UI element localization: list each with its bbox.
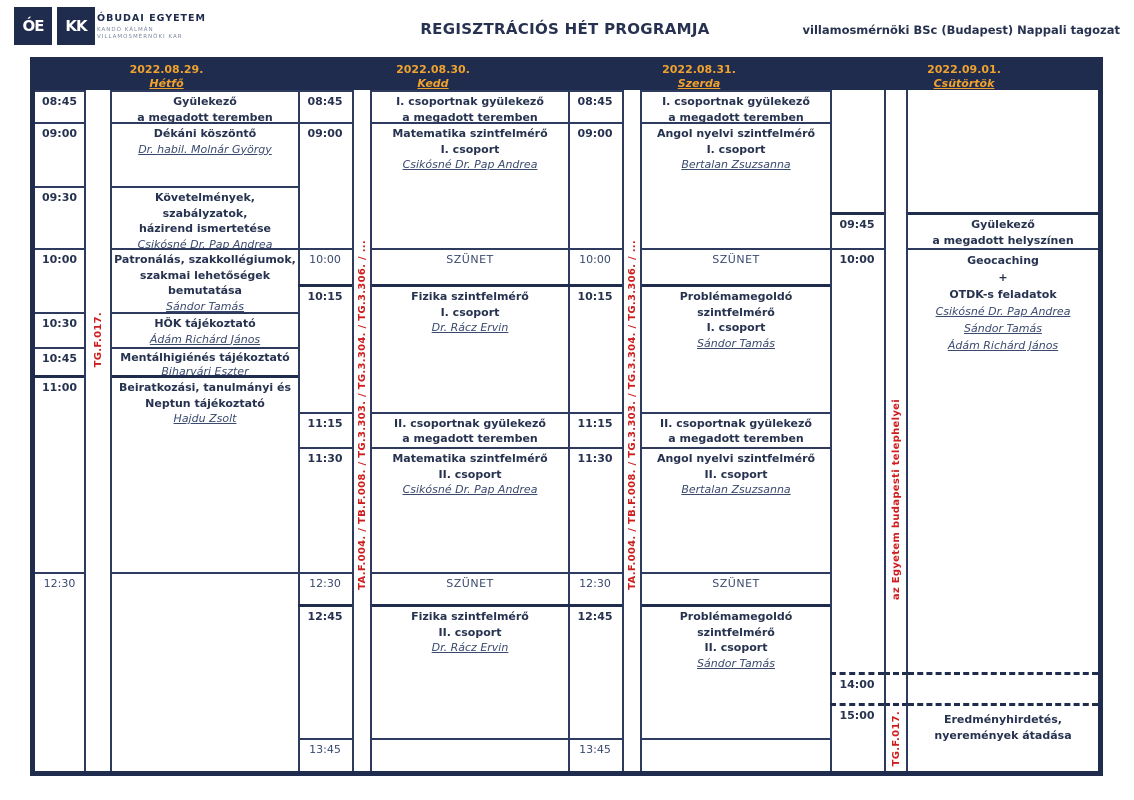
time-cell: 13:45	[568, 738, 622, 771]
event-cell	[372, 122, 568, 248]
room-code-wrap	[624, 240, 640, 590]
event-cell	[908, 212, 1098, 248]
faculty-name-line1: KANDÓ KÁLMÁN	[97, 27, 154, 33]
break-cell	[372, 572, 568, 604]
date-label: 2022.08.29.	[129, 63, 204, 76]
event-cell	[112, 312, 298, 347]
time-cell: 09:00	[568, 122, 622, 248]
room-code-wrap	[886, 340, 906, 660]
university-name: ÓBUDAI EGYETEM	[97, 13, 206, 24]
date-label: 2022.08.30.	[396, 63, 470, 76]
time-cell: 10:00	[830, 248, 884, 672]
presenter-name: Csikósné Dr. Pap Andrea	[935, 305, 1071, 318]
event-title-line: OTDK-s feladatok	[949, 288, 1057, 301]
room-code-vertical: az Egyetem budapesti telephelyei	[890, 399, 902, 601]
event-title-line: +	[998, 271, 1008, 284]
event-title-line: Angol nyelvi szintfelmérő	[656, 127, 816, 140]
event-title-line: Neptun tájékoztató	[145, 396, 265, 410]
event-title-line: Követelmények, szabályzatok,	[155, 191, 255, 220]
time-cell: 10:30	[35, 312, 84, 347]
event-cell	[642, 447, 830, 572]
event-title-line: I. csoport	[440, 142, 500, 156]
date-label: 2022.09.01.	[927, 63, 1001, 76]
time-cell: 10:00	[568, 248, 622, 284]
event-cell	[112, 186, 298, 251]
break-cell	[642, 248, 830, 284]
presenter-name: Sándor Tamás	[697, 336, 775, 350]
event-cell	[642, 412, 830, 447]
time-cell: 11:15	[568, 412, 622, 447]
time-cell: 09:00	[298, 122, 352, 248]
time-cell: 08:45	[298, 90, 352, 122]
event-title-line: Matematika szintfelmérő	[392, 127, 548, 140]
presenter-name: Bertalan Zsuzsanna	[681, 158, 791, 171]
room-code-vertical: TA.F.004. / TB.F.008. / TG.3.303. / TG.3.304. / TG.3.306. / ...	[626, 240, 638, 590]
event-cell-empty	[908, 672, 1098, 703]
time-cell: 08:45	[35, 90, 84, 122]
page-title: REGISZTRÁCIÓS HÉT PROGRAMJA	[420, 20, 710, 38]
room-code-wrap	[354, 240, 370, 590]
event-cell	[112, 347, 298, 378]
time-cell: 12:45	[298, 604, 352, 738]
event-title-line: nyeremények átadása	[934, 728, 1072, 742]
day-name: Hétfő	[149, 76, 184, 90]
event-title-line: Fizika szintfelmérő	[411, 290, 529, 303]
time-cell: 12:30	[35, 572, 84, 771]
event-title-line: I. csoport	[706, 142, 766, 156]
event-title-line: a megadott teremben	[668, 110, 804, 124]
presenter-name: Sándor Tamás	[166, 299, 244, 313]
presenter-name: Sándor Tamás	[697, 656, 775, 670]
break-label: SZÜNET	[712, 253, 760, 266]
event-title-line: Patronálás, szakkollégiumok,	[114, 253, 296, 266]
faculty-logo-kk: KK	[57, 7, 95, 45]
event-title-line: a megadott teremben	[137, 110, 273, 124]
event-cell	[112, 90, 298, 122]
time-cell: 09:00	[35, 122, 84, 186]
break-label: SZÜNET	[712, 577, 760, 590]
presenter-name: Csikósné Dr. Pap Andrea	[137, 237, 273, 251]
event-title-line: II. csoport	[438, 467, 502, 481]
event-title-line: I. csoportnak gyülekező	[662, 95, 810, 108]
event-cell	[112, 248, 298, 312]
room-code-wrap	[86, 250, 110, 430]
time-cell: 14:00	[830, 672, 884, 703]
presenter-name: Ádám Richárd János	[947, 339, 1059, 352]
event-cell	[372, 90, 568, 122]
event-title-line: II. csoport	[704, 467, 768, 481]
room-code-vertical: TG.F.017.	[890, 711, 902, 767]
event-cell	[908, 703, 1098, 771]
time-cell: 12:30	[568, 572, 622, 604]
event-title-line: Fizika szintfelmérő	[411, 610, 529, 623]
event-cell-empty	[112, 572, 298, 771]
day-name: Csütörtök	[933, 76, 995, 90]
presenter-name: Csikósné Dr. Pap Andrea	[402, 483, 538, 496]
room-strip-tuesday	[352, 90, 372, 771]
time-cell: 12:45	[568, 604, 622, 738]
break-cell	[642, 572, 830, 604]
event-title-line: II. csoport	[438, 625, 502, 639]
date-header-tuesday	[298, 62, 568, 90]
date-header-wednesday	[568, 62, 830, 90]
event-title-line: Eredményhirdetés,	[943, 713, 1062, 726]
event-cell	[112, 122, 298, 186]
presenter-name: Ádám Richárd János	[149, 332, 261, 346]
event-title-line: a megadott teremben	[402, 110, 538, 124]
event-title-line: Dékáni köszöntő	[153, 127, 257, 140]
time-cell: 09:30	[35, 186, 84, 248]
event-cell	[112, 375, 298, 572]
event-title-line: II. csoportnak gyülekező	[394, 417, 546, 430]
event-cell	[642, 90, 830, 122]
time-cell: 11:30	[298, 447, 352, 572]
time-cell: 10:00	[35, 248, 84, 312]
presenter-name: Hajdu Zsolt	[173, 412, 237, 425]
event-title-line: I. csoport	[706, 321, 766, 334]
time-cell: 10:00	[298, 248, 352, 284]
time-cell: 15:00	[830, 703, 884, 771]
date-header-monday	[35, 62, 298, 90]
event-title-line: a megadott teremben	[402, 432, 538, 445]
event-cell-empty	[372, 738, 568, 771]
time-cell: 11:15	[298, 412, 352, 447]
break-label: SZÜNET	[446, 577, 494, 590]
presenter-name: Dr. habil. Molnár György	[138, 142, 272, 156]
event-title-line: II. csoport	[704, 641, 768, 654]
presenter-name: Dr. Rácz Ervin	[431, 641, 509, 654]
event-cell	[642, 284, 830, 412]
event-title-line: a megadott helyszínen	[932, 233, 1074, 247]
time-cell: 09:45	[830, 212, 884, 248]
time-cell: 13:45	[298, 738, 352, 771]
university-logo-oe: ÓE	[14, 7, 52, 45]
room-code-wrap	[886, 706, 906, 772]
event-cell	[372, 604, 568, 738]
event-title-line: Problémamegoldó szintfelmérő	[679, 290, 793, 319]
event-title-line: Matematika szintfelmérő	[392, 452, 548, 465]
event-cell-empty	[642, 738, 830, 771]
event-cell	[372, 412, 568, 447]
presenter-name: Csikósné Dr. Pap Andrea	[402, 158, 538, 171]
time-cell: 12:30	[298, 572, 352, 604]
event-title-line: Mentálhigiénés tájékoztató	[120, 351, 290, 364]
presenter-name: Dr. Rácz Ervin	[431, 321, 509, 334]
room-strip-wednesday	[622, 90, 642, 771]
event-title-line: szakmai lehetőségek bemutatása	[139, 268, 271, 297]
event-cell	[642, 122, 830, 248]
event-title-line: a megadott teremben	[668, 432, 804, 445]
break-cell	[372, 248, 568, 284]
date-label: 2022.08.31.	[662, 63, 736, 76]
time-cell: 08:45	[568, 90, 622, 122]
faculty-name-line2: VILLAMOSMÉRNÖKI KAR	[97, 34, 183, 40]
event-title-line: I. csoport	[440, 305, 500, 319]
day-name: Szerda	[677, 76, 721, 90]
room-cell-thursday-1500	[884, 703, 908, 771]
room-code-vertical: TG.F.017.	[92, 312, 104, 368]
event-cell	[908, 248, 1098, 672]
time-cell: 10:15	[568, 284, 622, 412]
event-title-line: II. csoportnak gyülekező	[660, 417, 812, 430]
time-cell: 11:00	[35, 375, 84, 572]
event-title-line: Geocaching	[967, 254, 1039, 267]
room-strip-monday	[84, 90, 112, 771]
event-title-line: Angol nyelvi szintfelmérő	[656, 452, 816, 465]
event-cell	[372, 284, 568, 412]
room-cell-thursday-1400	[884, 672, 908, 703]
room-strip-thursday	[884, 90, 908, 672]
time-cell: 11:30	[568, 447, 622, 572]
day-name: Kedd	[417, 76, 449, 90]
program-subtitle: villamosmérnöki BSc (Budapest) Nappali tagozat	[802, 23, 1120, 37]
event-title-line: Gyülekező	[173, 95, 237, 108]
break-label: SZÜNET	[446, 253, 494, 266]
event-cell	[642, 604, 830, 738]
event-cell	[372, 447, 568, 572]
event-title-line: HÖK tájékoztató	[154, 317, 256, 330]
presenter-name: Biharvári Eszter	[161, 364, 249, 378]
event-title-line: Beiratkozási, tanulmányi és	[118, 381, 292, 394]
schedule-table	[30, 57, 1103, 776]
room-code-vertical: TA.F.004. / TB.F.008. / TG.3.303. / TG.3.304. / TG.3.306. / ...	[356, 240, 368, 590]
event-title-line: Problémamegoldó szintfelmérő	[679, 610, 793, 639]
date-header-thursday	[830, 62, 1098, 90]
event-title-line: házirend ismertetése	[139, 222, 271, 235]
time-cell: 10:15	[298, 284, 352, 412]
event-title-line: I. csoportnak gyülekező	[396, 95, 544, 108]
event-title-line: Gyülekező	[971, 218, 1035, 231]
presenter-name: Bertalan Zsuzsanna	[681, 483, 791, 496]
time-cell: 10:45	[35, 347, 84, 375]
presenter-name: Sándor Tamás	[964, 322, 1042, 335]
